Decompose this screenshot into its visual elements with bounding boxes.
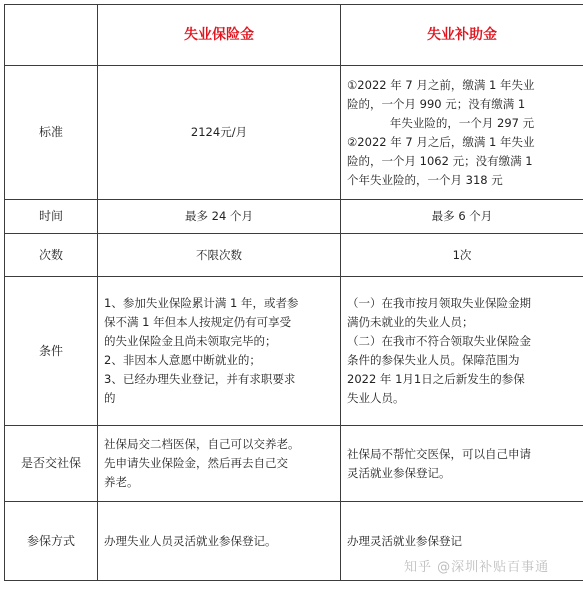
count-subsidy-cell (341, 234, 583, 277)
cell-line: ①2022 年 7 月之前，缴满 1 年失业 (347, 77, 535, 92)
time-insurance-cell (98, 200, 341, 234)
cell-line: 险的，一个月 990 元；没有缴满 1 (347, 96, 526, 111)
table-row (5, 66, 583, 200)
header-unemployment-insurance: 失业保险金 (98, 5, 341, 66)
cell-line: 失业人员。 (347, 391, 405, 405)
cell-line: 不限次数 (196, 247, 242, 262)
cell-line: 办理失业人员灵活就业参保登记。 (104, 533, 277, 548)
cell-line: 年失业险的，一个月 297 元 (389, 115, 535, 130)
cell-line: 满仍未就业的失业人员； (347, 315, 474, 329)
cell-line: 1、参加失业保险累计满 1 年，或者参 (104, 296, 299, 310)
standard-insurance-cell (98, 66, 341, 200)
cell-line: 养老。 (104, 475, 139, 489)
cell-line: 条件的参保失业人员。保障范围为 (347, 353, 520, 367)
cell-line: 3、已经办理失业登记，并有求职要求 (104, 372, 296, 386)
cell-line: （二）在我市不符合领取失业保险金 (347, 334, 531, 348)
time-subsidy-cell (341, 200, 583, 234)
cell-line: 1次 (452, 247, 472, 262)
comparison-table (4, 4, 583, 581)
header-empty-cell (5, 5, 98, 66)
cell-line: 的 (104, 391, 116, 405)
table-header-row (5, 5, 583, 66)
standard-subsidy-cell (341, 66, 583, 200)
cell-line: 个年失业险的，一个月 318 元 (347, 172, 503, 187)
enrollment-insurance-cell (98, 502, 341, 581)
table-row (5, 234, 583, 277)
conditions-insurance-cell (98, 277, 341, 426)
cell-line: 社保局交二档医保，自己可以交养老。 (104, 437, 300, 451)
cell-line: 最多 6 个月 (431, 209, 493, 223)
cell-line: 先申请失业保险金，然后再去自己交 (104, 456, 288, 470)
table-row (5, 277, 583, 426)
header-unemployment-subsidy: 失业补助金 (341, 5, 583, 66)
cell-line: 2、非因本人意愿中断就业的； (104, 353, 261, 367)
cell-line: 保不满 1 年但本人按规定仍有可享受 (104, 315, 292, 329)
row-label-time: 时间 (5, 200, 98, 234)
row-label-count: 次数 (5, 234, 98, 277)
cell-line: （一）在我市按月领取失业保险金期 (347, 296, 531, 310)
social-security-subsidy-cell (341, 426, 583, 502)
cell-line: ②2022 年 7 月之后，缴满 1 年失业 (347, 134, 535, 149)
row-label-standard: 标准 (5, 66, 98, 200)
cell-line: 办理灵活就业参保登记 (347, 533, 462, 548)
row-label-enrollment-method: 参保方式 (5, 502, 98, 581)
row-label-conditions: 条件 (5, 277, 98, 426)
table-row (5, 200, 583, 234)
cell-line: 2124元/月 (190, 125, 248, 139)
cell-line: 险的，一个月 1062 元；没有缴满 1 (347, 153, 533, 168)
row-label-social-security: 是否交社保 (5, 426, 98, 502)
cell-line: 灵活就业参保登记。 (347, 465, 451, 480)
watermark-text: 知乎 @深圳补贴百事通 (404, 560, 550, 575)
table-row (5, 426, 583, 502)
cell-line: 最多 24 个月 (185, 209, 253, 223)
count-insurance-cell (98, 234, 341, 277)
cell-line: 社保局不帮忙交医保，可以自己申请 (347, 446, 531, 461)
conditions-subsidy-cell (341, 277, 583, 426)
cell-line: 的失业保险金且尚未领取完毕的； (104, 334, 277, 348)
social-security-insurance-cell (98, 426, 341, 502)
cell-line: 2022 年 1月1日之后新发生的参保 (347, 372, 525, 386)
